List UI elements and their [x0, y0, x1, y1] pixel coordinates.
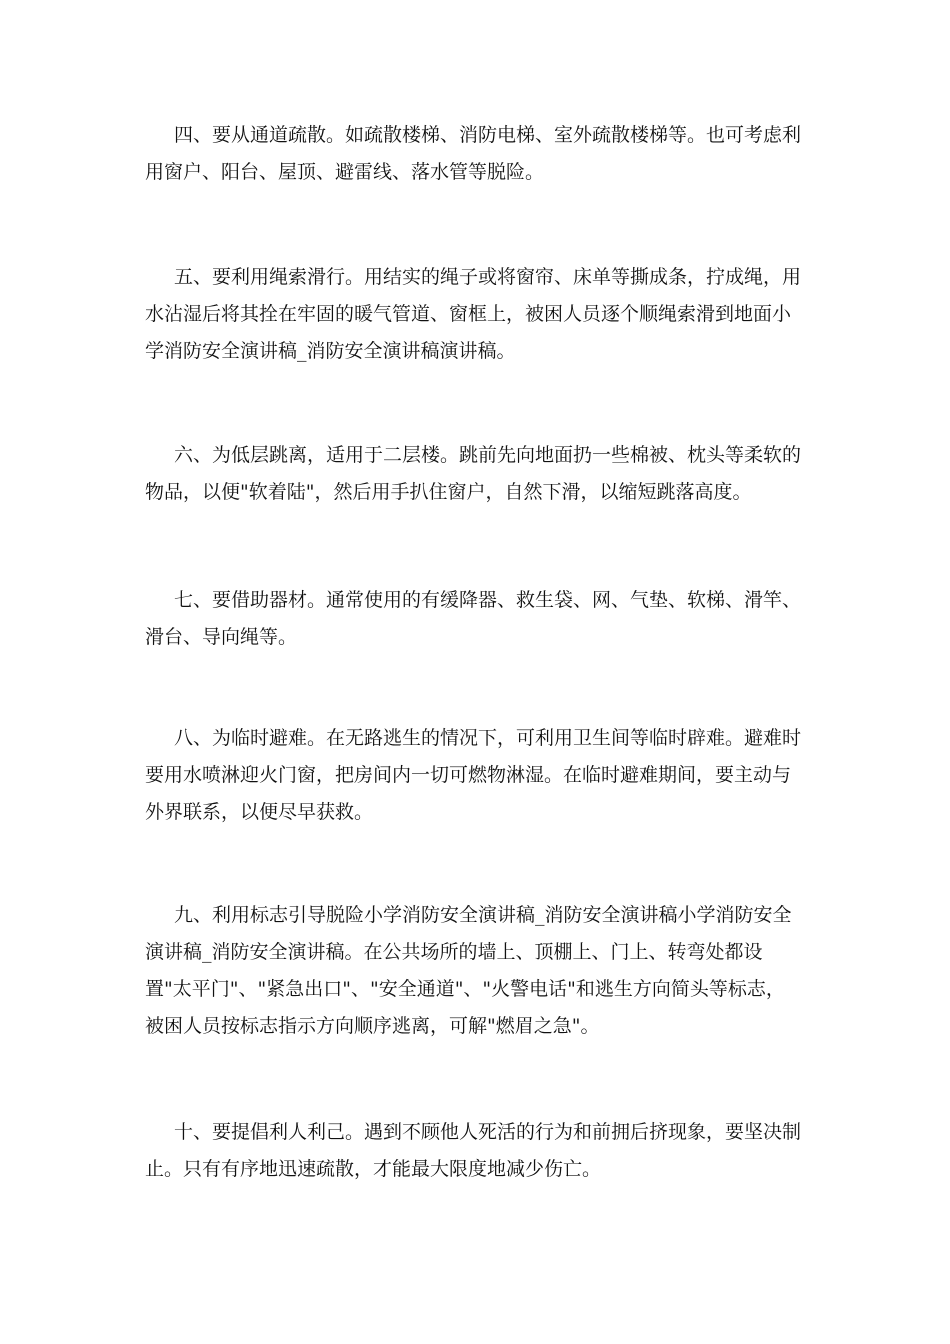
paragraph-line: 五、要利用绳索滑行。用结实的绳子或将窗帘、床单等撕成条，拧成绳，用 — [174, 266, 802, 288]
paragraph-line: 水沾湿后将其拴在牢固的暖气管道、窗框上，被困人员逐个顺绳索滑到地面小 — [145, 303, 792, 325]
paragraph-rope-sliding — [145, 259, 805, 370]
paragraph-line: 十、要提倡利人利己。遇到不顾他人死活的行为和前拥后挤现象，要坚决制 — [174, 1121, 802, 1143]
paragraph-line: 外界联系，以便尽早获救。 — [145, 801, 374, 823]
paragraph-line: 止。只有有序地迅速疏散，才能最大限度地减少伤亡。 — [145, 1158, 602, 1180]
paragraph-line: 演讲稿_消防安全演讲稿。在公共场所的墙上、顶棚上、门上、转弯处都设 — [145, 941, 763, 963]
paragraph-line: 置"太平门"、"紧急出口"、"安全通道"、"火警电话"和逃生方向简头等标志， — [145, 978, 785, 1000]
paragraph-line: 用窗户、阳台、屋顶、避雷线、落水管等脱险。 — [145, 161, 545, 183]
paragraph-line: 学消防安全演讲稿_消防安全演讲稿演讲稿。 — [145, 340, 516, 362]
paragraph-orderly-evacuation — [145, 1114, 805, 1188]
paragraph-use-equipment — [145, 582, 805, 656]
paragraph-evacuate-via-passage — [145, 117, 805, 191]
paragraph-follow-signs — [145, 897, 805, 1045]
paragraph-line: 要用水喷淋迎火门窗，把房间内一切可燃物淋湿。在临时避难期间，要主动与 — [145, 764, 792, 786]
paragraph-line: 七、要借助器材。通常使用的有缓降器、救生袋、网、气垫、软梯、滑竿、 — [174, 589, 802, 611]
paragraph-line: 被困人员按标志指示方向顺序逃离，可解"燃眉之急"。 — [145, 1015, 600, 1037]
paragraph-line: 九、利用标志引导脱险小学消防安全演讲稿_消防安全演讲稿小学消防安全 — [174, 904, 792, 926]
paragraph-line: 八、为临时避难。在无路逃生的情况下，可利用卫生间等临时辟难。避难时 — [174, 727, 802, 749]
paragraph-line: 四、要从通道疏散。如疏散楼梯、消防电梯、室外疏散楼梯等。也可考虑利 — [174, 124, 802, 146]
paragraph-line: 物品，以便"软着陆"，然后用手扒住窗户，自然下滑，以缩短跳落高度。 — [145, 481, 752, 503]
paragraph-temporary-refuge — [145, 720, 805, 831]
paragraph-line: 滑台、导向绳等。 — [145, 626, 298, 648]
paragraph-low-floor-jump — [145, 437, 805, 511]
paragraph-line: 六、为低层跳离，适用于二层楼。跳前先向地面扔一些棉被、枕头等柔软的 — [174, 444, 802, 466]
